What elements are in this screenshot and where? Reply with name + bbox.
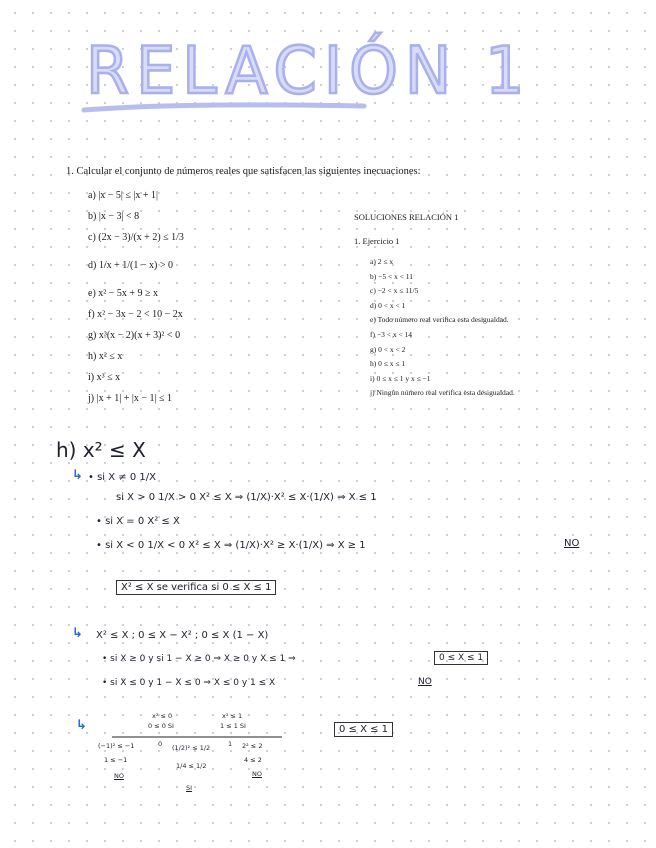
- method1-positive: si X > 0 1/X > 0 X² ≤ X ⇒ (1/X)·X² ≤ X·(1/X) ⇒ X ≤ 1: [116, 492, 377, 503]
- solution-item: c) −2 < x ≤ 11/5: [370, 286, 419, 296]
- solution-item: f) −3 < x < 14: [370, 329, 413, 339]
- exercise-item-c: c) (2x − 3)/(x + 2) ≤ 1/3: [88, 232, 184, 243]
- method3-test-half-c: SI: [186, 784, 193, 792]
- exercise-item-a: a) |x − 5| ≤ |x + 1|: [88, 190, 159, 201]
- method3-test-neg-a: (−1)² ≤ −1: [98, 742, 135, 750]
- exercise-item-d: d) 1/x + 1/(1 − x) > 0: [88, 260, 173, 271]
- method3-check-zero-a: x² ≤ 0: [152, 712, 173, 720]
- arrow-icon: ↳: [72, 626, 83, 641]
- method3-tick-zero: 0: [158, 740, 163, 748]
- exercise-heading: 1. Calcular el conjunto de números reales que satisfacen las siguientes inecuaciones:: [66, 166, 421, 177]
- method3-check-one-a: x² ≤ 1: [222, 712, 243, 720]
- method2-case2: • si X ≤ 0 y 1 − X ≤ 0 ⇒ X ≤ 0 y 1 ≤ X: [102, 678, 276, 688]
- method1-case: • si X ≠ 0 1/X: [88, 472, 156, 483]
- method3-check-zero-b: 0 ≤ 0 SI: [148, 722, 174, 730]
- solution-item: i) 0 ≤ x ≤ 1 y x ≤ −1: [370, 373, 431, 383]
- method1-zero: • si X = 0 X² ≤ X: [96, 516, 180, 527]
- exercise-item-e: e) x² − 5x + 9 ≥ x: [88, 288, 159, 299]
- method1-no-mark: NO: [564, 538, 580, 549]
- method3-test-half-a: (1/2)² ≤ 1/2: [172, 744, 211, 752]
- method3-test-half-b: 1/4 ≤ 1/2: [176, 762, 207, 770]
- method3-check-one-b: 1 ≤ 1 SI: [220, 722, 246, 730]
- title-underline: [80, 98, 370, 118]
- solution-item: j) Ningún número real verifica esta desigualdad.: [370, 388, 515, 398]
- solution-item: h) 0 ≤ x ≤ 1: [370, 359, 406, 369]
- solution-item: b) −5 < x < 11: [370, 271, 414, 281]
- number-line: [110, 734, 285, 740]
- arrow-icon: ↳: [76, 718, 87, 733]
- method3-test-two-a: 2² ≤ 2: [242, 742, 263, 750]
- exercise-item-h: h) x² ≤ x: [88, 351, 123, 362]
- exercise-item-j: j) |x + 1| + |x − 1| ≤ 1: [88, 393, 173, 404]
- solutions-list: [370, 255, 515, 401]
- solutions-title: SOLUCIONES RELACIÓN 1: [354, 212, 459, 222]
- method3-tick-one: 1: [228, 740, 233, 748]
- method3-result: 0 ≤ X ≤ 1: [334, 722, 393, 737]
- notes-heading: h) x² ≤ X: [56, 438, 146, 462]
- method2-no-mark: NO: [418, 677, 432, 687]
- method1-negative: • si X < 0 1/X < 0 X² ≤ X ⇒ (1/X)·X² ≥ X·(1/X) ⇒ X ≥ 1: [96, 540, 366, 551]
- exercise-item-b: b) |x − 3| < 8: [88, 211, 140, 222]
- exercise-item-f: f) x² − 3x − 2 < 10 − 2x: [88, 309, 183, 320]
- method3-test-two-b: 4 ≤ 2: [244, 756, 262, 764]
- method2-result: 0 ≤ X ≤ 1: [434, 651, 488, 665]
- exercise-item-g: g) x³(x − 2)(x + 3)² < 0: [88, 330, 181, 341]
- method3-test-neg-b: 1 ≤ −1: [104, 756, 128, 764]
- solution-item: g) 0 < x < 2: [370, 344, 406, 354]
- method3-test-two-c: NO: [252, 770, 262, 778]
- arrow-icon: ↳: [72, 468, 83, 483]
- solution-item: a) 2 ≤ x: [370, 257, 394, 266]
- exercise-item-i: i) x³ ≤ x: [88, 372, 121, 383]
- method2-line: X² ≤ X ; 0 ≤ X − X² ; 0 ≤ X (1 − X): [96, 630, 269, 641]
- solutions-subtitle: 1. Ejercicio 1: [354, 236, 400, 246]
- exercise-list: [88, 190, 184, 414]
- solution-item: d) 0 < x < 1: [370, 300, 406, 310]
- method1-result: X² ≤ X se verifica si 0 ≤ X ≤ 1: [116, 580, 276, 595]
- method2-case1: • si X ≥ 0 y si 1 − X ≥ 0 ⇒ X ≥ 0 y X ≤ 1 ⇒: [102, 654, 296, 664]
- page-title: RELACIÓN 1: [86, 32, 532, 109]
- method3-test-neg-c: NO: [114, 772, 124, 780]
- solution-item: e) Todo número real verifica esta desigualdad.: [370, 315, 509, 325]
